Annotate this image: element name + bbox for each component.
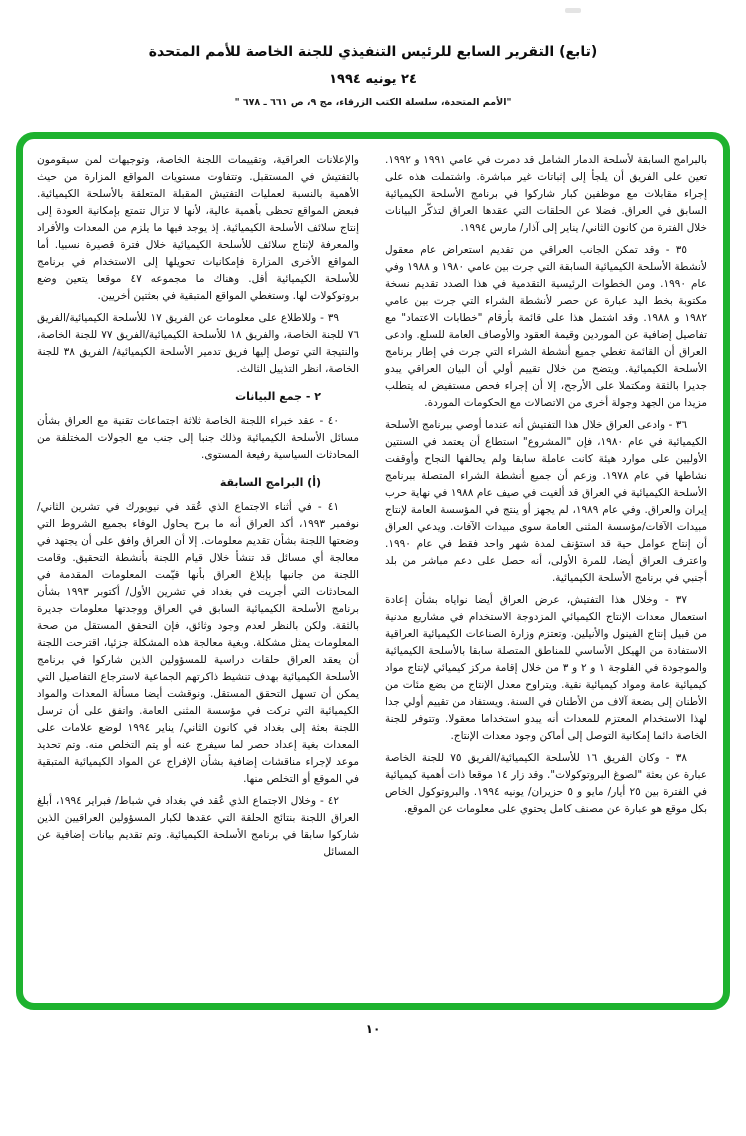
- section-heading-data-collection: ٢ - جمع البيانات: [235, 390, 321, 403]
- page-number: ١٠: [365, 1022, 381, 1036]
- document-header: [0, 44, 746, 108]
- column-left: [37, 152, 359, 993]
- document-title: (تابع) التقرير السابع للرئيس التنفيذي للجنة الخاصة للأمم المتحدة: [148, 44, 598, 60]
- paragraph-35: ٣٥ - وقد تمكن الجانب العراقي من تقديم استعراض عام معقول لأنشطة الأسلحة الكيميائية السابقة التي جرت بين عامي ١٩٨٠ و ١٩٨٨ وفي عام ١٩٩٠. ومن الخطوات الرئيسية التقدمية في هذا الصدد تقديم نسخة مكتوبة بخط اليد عبارة عن حصر لأنشطة الشراء التي جرت بين عامي ١٩٨٢ و ١٩٨٨. وقد اشتمل هذا على قائمة بأرقام "خطابات الاعتماد" مع تفاصيل إضافية عن الموردين وقيمة العقود والأوصاف العامة للسلع. وادعى العراق أن القائمة تغطي جميع أنشطة الشراء التي جرت في إطار برنامج الأسلحة الكيميائية. ويتضح من خلال تقييم أولي أن البيان العراقي يبدو جديرا بالثقة ومكتملا على الأرجح، إلا أن إجراء فحص مستفيض له يتطلب مزيدا من الجهد وجولة أخرى من الاتصالات مع الحكومات الموردة.: [385, 244, 707, 409]
- document-date: ٢٤ يونيه ١٩٩٤: [329, 72, 417, 87]
- document-source: "الأمم المتحدة، سلسلة الكتب الزرقاء، مج ٩، ص ٦٦١ ـ ٦٧٨ ": [234, 97, 512, 108]
- paragraph-39: ٣٩ - وللاطلاع على معلومات عن الفريق ١٧ للأسلحة الكيميائية/الفريق ٧٦ للجنة الخاصة، والفريق ١٨ للأسلحة الكيميائية/الفريق ٧٧ للجنة الخاصة، والنتيجة التي توصل إليها فريق تدمير الأسلحة الكيميائية/ الفريق ٣٨ للجنة الخاصة، انظر التذييل الثالث.: [37, 312, 359, 375]
- content-frame: [16, 132, 730, 1010]
- paragraph-34-continued: بالبرامج السابقة لأسلحة الدمار الشامل قد دمرت في عامي ١٩٩١ و ١٩٩٢. تعين على الفريق أن يلجأ إلى إثباتات غير مباشرة. واشتملت هذه على إجراء مقابلات مع موظفين كبار شاركوا في برنامج الأسلحة الكيميائية السابق في العراق. فضلا عن الحلقات التي عقدها العراق لتذكّر البيانات خلال الفترة من كانون الثاني/ يناير إلى آذار/ مارس ١٩٩٤.: [385, 154, 707, 234]
- paragraph-36: ٣٦ - وادعى العراق خلال هذا التفتيش أنه عندما أوصي ببرنامج الأسلحة الكيميائية في عام ١٩٨٠، فإن "المشروع" استطاع أن يعتمد في السنتين الأوليين على موارد هيئة كانت عاملة سابقا ولم يحالفها النجاح وأوقفت نشاطها في عام ١٩٧٨. وزعم أن جميع أنشطة الشراء المتصلة ببرنامج الأسلحة الكيميائية في العراق قد ألغيت في صيف عام ١٩٨٨ في نهاية حرب إيران والعراق. وفي عام ١٩٨٩، لم يجهز أو ينتج في المؤسسة العامة لإنتاج مبيدات الآفات/مؤسسة المثنى العامة سوى مبيدات الآفات. ويدعي العراق أن إنتاج عوامل حية قد استؤنف لمدة شهر واحد فقط في عام ١٩٩٠. واعترف العراق أيضا، للمرة الأولى، أنه حصل على دعم مباشر من بلد أجنبي في برنامج الأسلحة الكيميائية.: [385, 419, 708, 584]
- scan-artifact: [565, 8, 581, 13]
- paragraph-38-continued: والإعلانات العراقية، وتقييمات اللجنة الخاصة، وتوجيهات لمن سيقومون بالتفتيش في المستقبل. وتتفاوت مستويات المواقع المزارة من حيث الأهمية بالنسبة لعمليات التفتيش المقبلة المتعلقة بالأسلحة الكيميائية. فبعض المواقع تحظى بأهمية عالية، لأنها لا تزال تتمتع بإمكانية العودة إلى إنتاج سلائف الأسلحة الكيميائية. إذ يوجد فيها ما يلزم من المعدات والأفراد والمعرفة لإنتاج سلائف للأسلحة الكيميائية خلال فترة قصيرة نسبيا. أما المواقع الأخرى المزارة فإمكانيات تحويلها إلى الاستخدام في برنامج للأسلحة الكيميائية أقل. وهناك ما مجموعه ٤٧ موقعا يتعين وضع بروتوكولات لها. وستغطي المواقع المتبقية في بعثتين أخريين.: [37, 154, 359, 302]
- paragraph-37: ٣٧ - وخلال هذا التفتيش، عرض العراق أيضا نواياه بشأن إعادة استعمال معدات الإنتاج الكيميائي المزدوجة الاستخدام في مشاريع مدنية من قبيل إنتاج الفينول والأنيلين. وتعتزم وزارة الصناعات الكيميائية العراقية الاستفادة من الهيكل الأساسي للمناطق المتصلة سابقا بالأسلحة الكيميائية والموجودة في الفلوجة ١ و ٢ و ٣ من خلال إقامة مركز كيميائي لإنتاج مواد كيميائية عامة ومواد كيميائية نقية. ويتراوح معدل الإنتاج من بضع مئات من الأطنان إلى بضعة آلاف من الأطنان في السنة. ويستفاد من تقييم أولي جدا لهذا الاستخدام المعتزم للمعدات أنه يبدو استخداما معقولا. وتتوفر للجنة الخاصة دائما إمكانية التوصل إلى أماكن وجود معدات الإنتاج.: [385, 594, 708, 742]
- paragraph-40: ٤٠ - عقد خبراء اللجنة الخاصة ثلاثة اجتماعات تقنية مع العراق بشأن مسائل الأسلحة الكيميائية وذلك جنبا إلى جنب مع الجولات المختلفة من المحادثات السياسية رفيعة المستوى.: [37, 415, 359, 461]
- column-right: [385, 152, 707, 993]
- paragraph-42: ٤٢ - وخلال الاجتماع الذي عُقد في بغداد في شباط/ فبراير ١٩٩٤، أبلغ العراق اللجنة بنتائج الحلقة التي عقدها لكبار المسؤولين العراقيين الذين شاركوا سابقا في برنامج الأسلحة الكيميائية. وتم تقديم بيانات إضافية عن المسائل: [37, 795, 359, 858]
- section-heading-previous-programmes: (أ) البرامج السابقة: [219, 476, 321, 489]
- paragraph-38: ٣٨ - وكان الفريق ١٦ للأسلحة الكيميائية/الفريق ٧٥ للجنة الخاصة عبارة عن بعثة "لصوغ البروتوكولات". وقد زار ١٤ موقعا ذات أهمية كيميائية في الفترة بين ٢٥ أيار/ مايو و ٥ حزيران/ يونيه ١٩٩٤. والبروتوكول الخاص بكل موقع هو عبارة عن مصنف كامل يحتوي على معلومات عن الموقع.: [385, 752, 707, 815]
- paragraph-41: ٤١ - في أثناء الاجتماع الذي عُقد في نيويورك في تشرين الثاني/ نوفمبر ١٩٩٣، أكد العراق أنه ما برح يحاول الوفاء بجميع الشروط التي وضعتها اللجنة بشأن تقديم معلومات. إلا أن العراق وافق على أن يجتهد في معالجة أي مسائل قد تنشأ خلال قيام اللجنة بأنشطة التحقيق. وقامت اللجنة من جانبها بإبلاغ العراق بأنها قيّمت المعلومات المقدمة في المحادثات التي أجريت في بغداد في تشرين الأول/ أكتوبر ١٩٩٣ بشأن برنامج الأسلحة الكيميائية السابق في العراق ووجدتها معلومات جديرة بالثقة. ولكن بالنظر لعدم وجود وثائق، فإن التحقق المستقل من صحة المعلومات يمثل مشكلة. وبغية معالجة هذه المشكلة جزئيا، اقترحت اللجنة أن يعقد العراق حلقات دراسية للمسؤولين الذين شاركوا في برنامج الأسلحة الكيميائية بهدف تنشيط ذاكرتهم الجماعية لاسترجاع التفاصيل التي يمكن أن تسهل التحقق المستقل. ونوقشت أيضا مسألة المعدات والمواد الكيميائية التي تركت في مؤسسة المثنى العامة. واتفق على أن ترسل اللجنة بعثة إلى بغداد في كانون الثاني/ يناير ١٩٩٤ لوضع علامات على المعدات بغية إعداد حصر لما سيفرج عنه أو يتم التخلص منه. وتم تحديد موعد لإجراء مناقشات إضافية بشأن الإفراج عن المواد الكيميائية المتبقية في الموقع أو التخلص منها.: [37, 501, 360, 785]
